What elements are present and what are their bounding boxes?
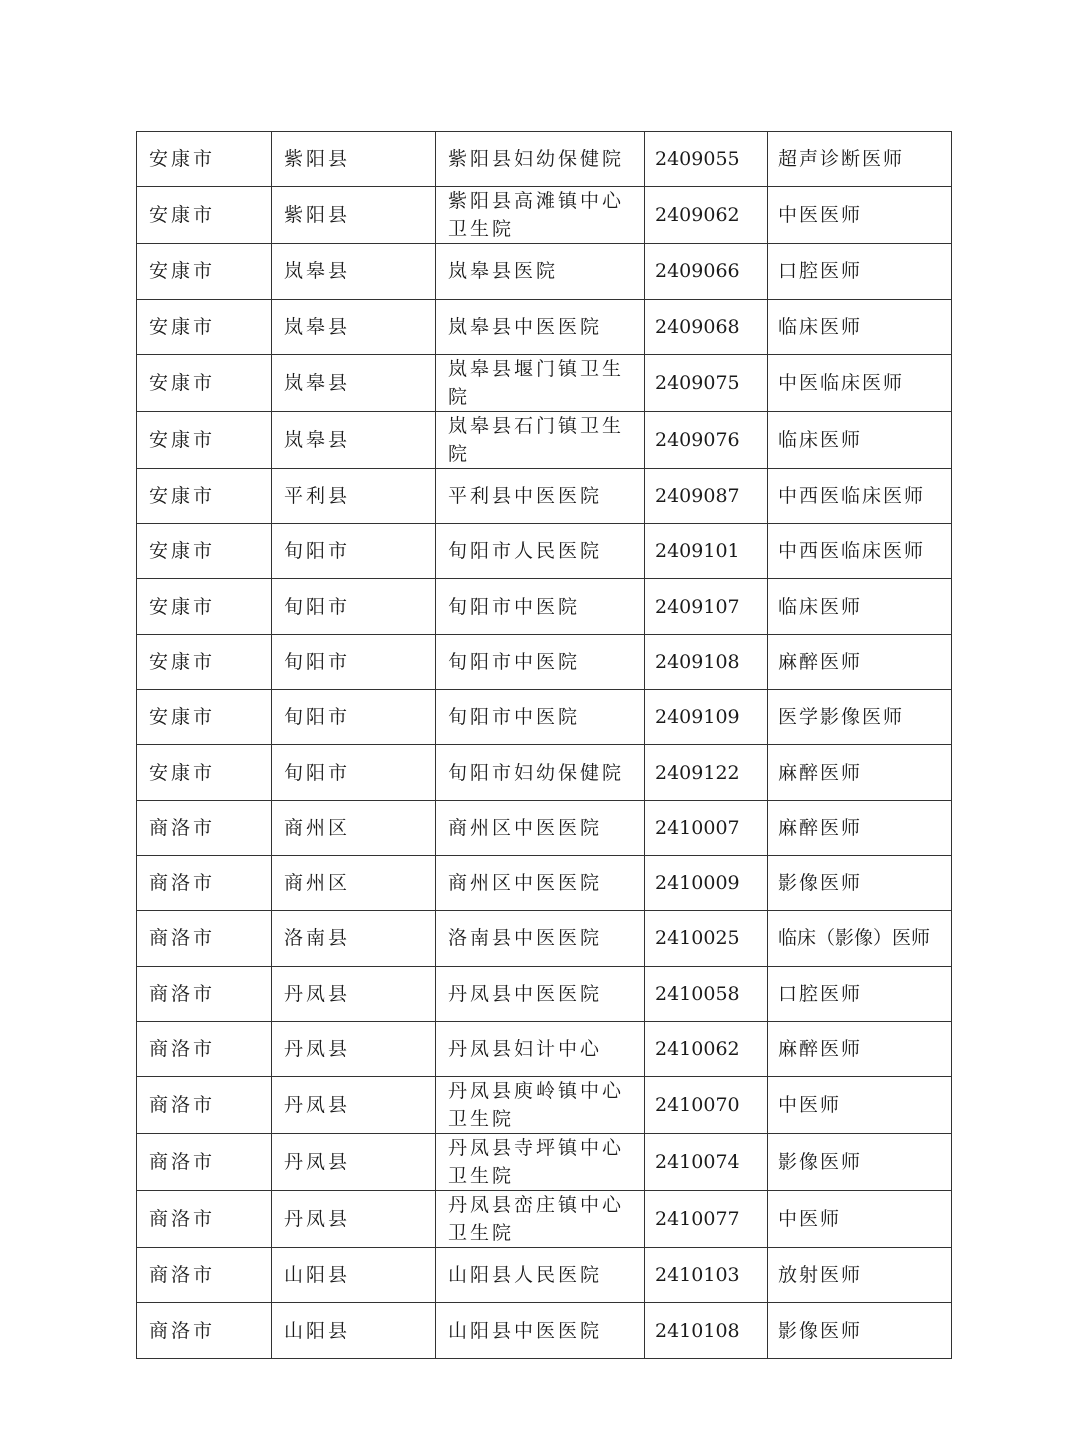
county-cell: 旬阳市: [272, 579, 436, 634]
post-name-cell: 放射医师: [768, 1248, 952, 1303]
post-name-cell: 麻醉医师: [768, 800, 952, 855]
unit-cell: 紫阳县妇幼保健院: [436, 132, 645, 187]
post-name-cell: 超声诊断医师: [768, 132, 952, 187]
city-cell: 安康市: [137, 187, 272, 244]
unit-cell: 岚皋县医院: [436, 244, 645, 299]
unit-cell: 山阳县中医医院: [436, 1303, 645, 1358]
post-name-cell: 影像医师: [768, 1134, 952, 1191]
county-cell: 岚皋县: [272, 411, 436, 468]
unit-cell: 岚皋县石门镇卫生院: [436, 411, 645, 468]
table-row: [137, 855, 952, 910]
post-code-cell: 2410103: [645, 1248, 768, 1303]
post-code-cell: 2409076: [645, 411, 768, 468]
table-row: [137, 354, 952, 411]
table-body: [137, 132, 952, 1359]
county-cell: 旬阳市: [272, 524, 436, 579]
table-row: [137, 690, 952, 745]
post-code-cell: 2410009: [645, 855, 768, 910]
unit-cell: 旬阳市中医院: [436, 579, 645, 634]
post-name-cell: 中西医临床医师: [768, 524, 952, 579]
table-row: [137, 1191, 952, 1248]
table-row: [137, 966, 952, 1021]
post-name-cell: 临床（影像）医师: [768, 911, 952, 966]
city-cell: 安康市: [137, 745, 272, 800]
county-cell: 紫阳县: [272, 187, 436, 244]
county-cell: 山阳县: [272, 1303, 436, 1358]
post-code-cell: 2410074: [645, 1134, 768, 1191]
unit-cell: 丹凤县寺坪镇中心卫生院: [436, 1134, 645, 1191]
unit-cell: 旬阳市人民医院: [436, 524, 645, 579]
recruitment-table: [136, 131, 952, 1359]
post-name-cell: 临床医师: [768, 299, 952, 354]
post-code-cell: 2410070: [645, 1077, 768, 1134]
post-name-cell: 中医医师: [768, 187, 952, 244]
post-name-cell: 口腔医师: [768, 966, 952, 1021]
unit-cell: 岚皋县中医医院: [436, 299, 645, 354]
county-cell: 岚皋县: [272, 244, 436, 299]
post-name-cell: 麻醉医师: [768, 1021, 952, 1076]
county-cell: 旬阳市: [272, 634, 436, 689]
post-code-cell: 2409075: [645, 354, 768, 411]
post-code-cell: 2410062: [645, 1021, 768, 1076]
city-cell: 商洛市: [137, 966, 272, 1021]
city-cell: 安康市: [137, 468, 272, 523]
table-row: [137, 1021, 952, 1076]
city-cell: 商洛市: [137, 1134, 272, 1191]
unit-cell: 丹凤县峦庄镇中心卫生院: [436, 1191, 645, 1248]
table-row: [137, 579, 952, 634]
post-code-cell: 2409101: [645, 524, 768, 579]
county-cell: 旬阳市: [272, 690, 436, 745]
post-code-cell: 2409068: [645, 299, 768, 354]
unit-cell: 旬阳市中医院: [436, 634, 645, 689]
post-code-cell: 2410058: [645, 966, 768, 1021]
table-row: [137, 299, 952, 354]
city-cell: 商洛市: [137, 1021, 272, 1076]
post-code-cell: 2410108: [645, 1303, 768, 1358]
unit-cell: 山阳县人民医院: [436, 1248, 645, 1303]
unit-cell: 商州区中医医院: [436, 855, 645, 910]
post-code-cell: 2409107: [645, 579, 768, 634]
unit-cell: 岚皋县堰门镇卫生院: [436, 354, 645, 411]
city-cell: 商洛市: [137, 911, 272, 966]
county-cell: 洛南县: [272, 911, 436, 966]
unit-cell: 旬阳市中医院: [436, 690, 645, 745]
table-row: [137, 1303, 952, 1358]
table-row: [137, 911, 952, 966]
table-row: [137, 1077, 952, 1134]
table-row: [137, 634, 952, 689]
county-cell: 岚皋县: [272, 354, 436, 411]
post-code-cell: 2409062: [645, 187, 768, 244]
post-name-cell: 中西医临床医师: [768, 468, 952, 523]
county-cell: 山阳县: [272, 1248, 436, 1303]
post-code-cell: 2409108: [645, 634, 768, 689]
post-name-cell: 临床医师: [768, 411, 952, 468]
city-cell: 安康市: [137, 299, 272, 354]
post-code-cell: 2409055: [645, 132, 768, 187]
post-name-cell: 医学影像医师: [768, 690, 952, 745]
city-cell: 商洛市: [137, 1248, 272, 1303]
post-code-cell: 2410025: [645, 911, 768, 966]
unit-cell: 紫阳县高滩镇中心卫生院: [436, 187, 645, 244]
post-name-cell: 麻醉医师: [768, 745, 952, 800]
city-cell: 商洛市: [137, 1303, 272, 1358]
city-cell: 安康市: [137, 634, 272, 689]
city-cell: 商洛市: [137, 800, 272, 855]
unit-cell: 洛南县中医医院: [436, 911, 645, 966]
table-row: [137, 1248, 952, 1303]
table-row: [137, 187, 952, 244]
unit-cell: 丹凤县中医医院: [436, 966, 645, 1021]
city-cell: 安康市: [137, 579, 272, 634]
county-cell: 丹凤县: [272, 966, 436, 1021]
post-name-cell: 临床医师: [768, 579, 952, 634]
county-cell: 商州区: [272, 800, 436, 855]
city-cell: 安康市: [137, 244, 272, 299]
post-code-cell: 2409122: [645, 745, 768, 800]
unit-cell: 丹凤县庾岭镇中心卫生院: [436, 1077, 645, 1134]
table-row: [137, 1134, 952, 1191]
unit-cell: 旬阳市妇幼保健院: [436, 745, 645, 800]
county-cell: 平利县: [272, 468, 436, 523]
unit-cell: 平利县中医医院: [436, 468, 645, 523]
post-name-cell: 中医师: [768, 1077, 952, 1134]
county-cell: 丹凤县: [272, 1021, 436, 1076]
city-cell: 安康市: [137, 411, 272, 468]
post-name-cell: 麻醉医师: [768, 634, 952, 689]
post-name-cell: 影像医师: [768, 1303, 952, 1358]
post-name-cell: 中医师: [768, 1191, 952, 1248]
table-row: [137, 132, 952, 187]
post-code-cell: 2409087: [645, 468, 768, 523]
unit-cell: 丹凤县妇计中心: [436, 1021, 645, 1076]
table-row: [137, 800, 952, 855]
county-cell: 丹凤县: [272, 1134, 436, 1191]
city-cell: 安康市: [137, 132, 272, 187]
county-cell: 商州区: [272, 855, 436, 910]
county-cell: 紫阳县: [272, 132, 436, 187]
post-code-cell: 2409109: [645, 690, 768, 745]
city-cell: 商洛市: [137, 855, 272, 910]
table-row: [137, 524, 952, 579]
city-cell: 商洛市: [137, 1077, 272, 1134]
post-code-cell: 2409066: [645, 244, 768, 299]
post-name-cell: 影像医师: [768, 855, 952, 910]
table-row: [137, 468, 952, 523]
table-row: [137, 745, 952, 800]
table-row: [137, 411, 952, 468]
post-code-cell: 2410077: [645, 1191, 768, 1248]
city-cell: 商洛市: [137, 1191, 272, 1248]
post-code-cell: 2410007: [645, 800, 768, 855]
post-name-cell: 中医临床医师: [768, 354, 952, 411]
city-cell: 安康市: [137, 524, 272, 579]
table-row: [137, 244, 952, 299]
county-cell: 丹凤县: [272, 1077, 436, 1134]
county-cell: 旬阳市: [272, 745, 436, 800]
city-cell: 安康市: [137, 354, 272, 411]
county-cell: 丹凤县: [272, 1191, 436, 1248]
county-cell: 岚皋县: [272, 299, 436, 354]
unit-cell: 商州区中医医院: [436, 800, 645, 855]
post-name-cell: 口腔医师: [768, 244, 952, 299]
city-cell: 安康市: [137, 690, 272, 745]
